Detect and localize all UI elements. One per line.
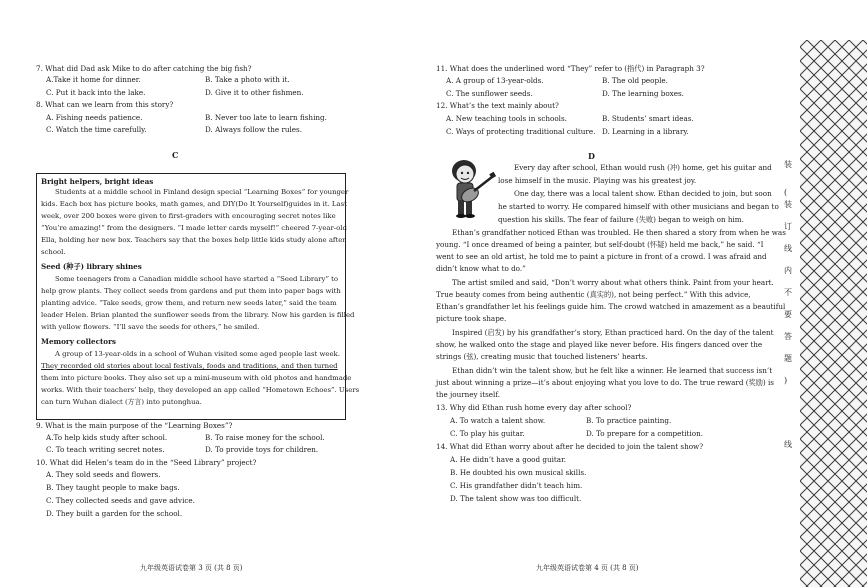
- page-footer-left: 九年级英语试卷第 3 页 (共 8 页): [140, 564, 243, 572]
- q11-option-d: D. The learning boxes.: [602, 89, 684, 98]
- story-line: The artist smiled and said, “Don’t worry about what others think. Paint from your heart.: [452, 278, 774, 287]
- passage-line: kids. Each box has picture books, math games, and DIY(Do It Yourself)guides in it. Last: [41, 200, 347, 208]
- question-13-stem: 13. Why did Ethan rush home every day after school?: [436, 403, 632, 412]
- passage-line: week, over 200 boxes were given to first-graders with encouraging secret notes like: [41, 212, 336, 220]
- story-line: Ethan’s grandfather let his feelings guide him. The crowd watched in amazement as a beautiful: [436, 302, 786, 311]
- binding-char: 要: [784, 310, 792, 319]
- crosshatch-pattern: [800, 40, 867, 587]
- binding-char: 订: [784, 222, 792, 231]
- question-12-stem: 12. What’s the text mainly about?: [436, 101, 559, 110]
- story-line: True beauty comes from being authentic (真实的), not being perfect.” With this advice,: [436, 290, 751, 299]
- question-11-stem: 11. What does the underlined word “They” refer to (指代) in Paragraph 3?: [436, 64, 705, 73]
- question-10-stem: 10. What did Helen’s team do in the “Seed Library” project?: [36, 458, 257, 467]
- binding-crosshatch-strip: [800, 40, 867, 587]
- boy-with-guitar-illustration: [440, 155, 500, 220]
- binding-char: 答: [784, 332, 792, 341]
- q9-option-a: A.To help kids study after school.: [46, 433, 168, 442]
- question-14-stem: 14. What did Ethan worry about after he decided to join the talent show?: [436, 442, 704, 451]
- q7-option-c: C. Put it back into the lake.: [46, 88, 146, 97]
- passage-title-2: Seed (种子) library shines: [41, 262, 142, 271]
- passage-line: Ella, holding her new box. Teachers say that the boxes help little kids study alone after: [41, 236, 346, 244]
- story-line: just about winning a prize—it’s about enjoying what you love to do. The true reward (奖励) is: [436, 378, 774, 387]
- story-line: question his skills. The fear of failure (失败) began to weigh on him.: [498, 215, 744, 224]
- binding-char: 不: [784, 288, 792, 297]
- binding-char: 题: [784, 354, 792, 363]
- story-line: didn’t know what to do.”: [436, 264, 526, 273]
- story-line: strings (弦), creating music that touched listeners’ hearts.: [436, 352, 648, 361]
- q10-option-a: A. They sold seeds and flowers.: [46, 470, 161, 479]
- q14-option-b: B. He doubted his own musical skills.: [450, 468, 587, 477]
- story-line: show, he walked onto the stage and played like never before. His fingers danced over the: [436, 340, 763, 349]
- q7-option-d: D. Give it to other fishmen.: [205, 88, 304, 97]
- story-line: he started to worry. He compared himself with other musicians and began to: [498, 202, 779, 211]
- q8-option-b: B. Never too late to learn fishing.: [205, 113, 327, 122]
- section-d-heading: D: [588, 151, 595, 161]
- q12-option-c: C. Ways of protecting traditional culture.: [446, 127, 596, 136]
- q13-option-c: C. To play his guitar.: [450, 429, 525, 438]
- q9-option-b: B. To raise money for the school.: [205, 433, 325, 442]
- q8-option-a: A. Fishing needs patience.: [46, 113, 143, 122]
- q10-option-d: D. They built a garden for the school.: [46, 509, 183, 518]
- story-line: Every day after school, Ethan would rush (冲) home, get his guitar and: [514, 163, 772, 172]
- binding-char: 装: [784, 200, 792, 209]
- binding-char: ): [784, 376, 788, 385]
- story-line: Ethan’s grandfather noticed Ethan was troubled. He then shared a story from when he was: [452, 228, 786, 237]
- story-line: lose himself in the music. Playing was his greatest joy.: [498, 176, 697, 185]
- section-c-heading: C: [172, 150, 179, 160]
- question-9-stem: 9. What is the main purpose of the “Learning Boxes”?: [36, 421, 233, 430]
- q12-option-d: D. Learning in a library.: [602, 127, 689, 136]
- q12-option-a: A. New teaching tools in schools.: [446, 114, 567, 123]
- q12-option-b: B. Students’ smart ideas.: [602, 114, 694, 123]
- q8-option-c: C. Watch the time carefully.: [46, 125, 147, 134]
- passage-line: can turn Wuhan dialect (方言) into putonghua.: [41, 398, 202, 406]
- story-line: Inspired (启发) by his grandfather’s story, Ethan practiced hard. On the day of the talent: [452, 328, 774, 337]
- passage-c-box: [36, 173, 360, 420]
- binding-char: 线: [784, 244, 792, 253]
- q14-option-c: C. His grandfather didn’t teach him.: [450, 481, 583, 490]
- page-right: [418, 0, 800, 587]
- q11-option-b: B. The old people.: [602, 76, 668, 85]
- q11-option-a: A. A group of 13-year-olds.: [446, 76, 544, 85]
- binding-char: (: [784, 188, 788, 197]
- binding-char: 线: [784, 440, 792, 449]
- passage-line: Some teenagers from a Canadian middle school have started a “Seed Library” to: [55, 275, 339, 283]
- binding-char: 内: [784, 266, 792, 275]
- q13-option-b: B. To practice painting.: [586, 416, 672, 425]
- q10-option-b: B. They taught people to make bags.: [46, 483, 180, 492]
- passage-line: “You’re amazing!” from the designers. “I made letter cards myself!” cheered 7-year-old: [41, 224, 347, 232]
- q13-option-d: D. To prepare for a competition.: [586, 429, 703, 438]
- question-8-stem: 8. What can we learn from this story?: [36, 100, 174, 109]
- q13-option-a: A. To watch a talent show.: [450, 416, 546, 425]
- q14-option-d: D. The talent show was too difficult.: [450, 494, 582, 503]
- binding-char: 装: [784, 160, 792, 169]
- passage-line: A group of 13-year-olds in a school of Wuhan visited some aged people last week.: [55, 350, 340, 358]
- story-line: went to see an old artist, he told me to paint a picture in front of a crowd. I was afraid and: [436, 252, 767, 261]
- page-left: [0, 0, 418, 587]
- q8-option-d: D. Always follow the rules.: [205, 125, 303, 134]
- q10-option-c: C. They collected seeds and gave advice.: [46, 496, 195, 505]
- story-line: One day, there was a local talent show. Ethan decided to join, but soon: [514, 189, 772, 198]
- story-line: young. “I once dreamed of being a painter, but self-doubt (怀疑) held me back,” he said. “I: [436, 240, 764, 249]
- q9-option-c: C. To teach writing secret notes.: [46, 445, 165, 454]
- passage-title-1: Bright helpers, bright ideas: [41, 177, 154, 186]
- passage-line: works. With their teachers’ help, they developed an app called “Hometown Echoes”. Users: [41, 386, 360, 394]
- story-line: Ethan didn’t win the talent show, but he felt like a winner. He learned that success isn’t: [452, 366, 773, 375]
- story-line: picture took shape.: [436, 314, 507, 323]
- q14-option-a: A. He didn’t have a good guitar.: [450, 455, 567, 464]
- passage-line: leader Helen. Brian planted the sunflower seeds from the library. Now his garden is filled: [41, 311, 355, 319]
- q7-option-b: B. Take a photo with it.: [205, 75, 290, 84]
- passage-line-underlined: They recorded old stories about local festivals, foods and traditions, and then turned: [41, 362, 338, 370]
- passage-line: them into picture books. They also set up a mini-museum with old photos and handmade: [41, 374, 352, 382]
- passage-line: with yellow flowers. “I’ll save the seeds for others,” he smiled.: [41, 323, 260, 331]
- binding-margin-text: [760, 0, 800, 587]
- passage-line: planting advice. “Take seeds, grow them, and return new seeds later,” said the team: [41, 299, 337, 307]
- page-footer-right: 九年级英语试卷第 4 页 (共 8 页): [536, 564, 639, 572]
- q7-option-a: A.Take it home for dinner.: [46, 75, 141, 84]
- passage-line: school.: [41, 248, 66, 256]
- story-line: the journey itself.: [436, 390, 501, 399]
- q9-option-d: D. To provide toys for children.: [205, 445, 319, 454]
- question-7-stem: 7. What did Dad ask Mike to do after catching the big fish?: [36, 64, 252, 73]
- passage-line: Students at a middle school in Finland design special “Learning Boxes” for younger: [55, 188, 349, 196]
- passage-title-3: Memory collectors: [41, 337, 116, 346]
- passage-line: help grow plants. They collect seeds from gardens and put them into paper bags with: [41, 287, 341, 295]
- q11-option-c: C. The sunflower seeds.: [446, 89, 533, 98]
